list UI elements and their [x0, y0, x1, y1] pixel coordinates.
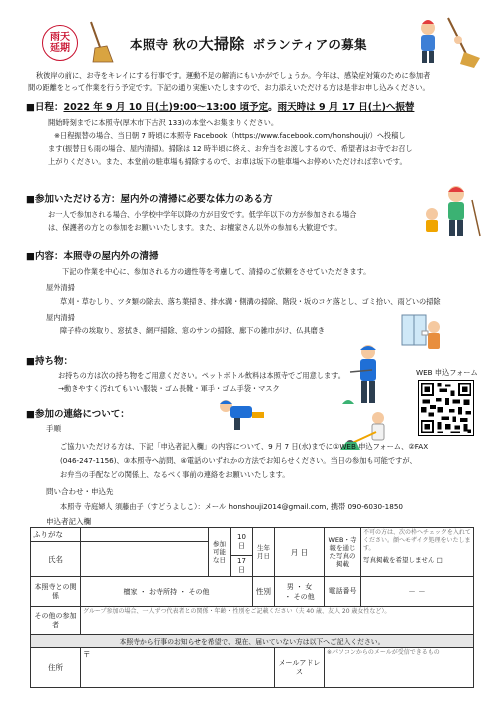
photo-check[interactable]: 写真掲載を希望しません □	[363, 556, 443, 564]
indoor-heading: 屋内清掃	[46, 313, 75, 322]
attend-label: 参加可能な日	[209, 528, 231, 577]
web-form-label: WEB 申込フォーム	[416, 368, 478, 377]
attend-day-2[interactable]: 17 日	[231, 556, 253, 577]
address-input[interactable]	[81, 648, 275, 688]
contact-line-2: (046-247-1156)、③本照寺へ訪問、④電話のいずれかの方法でお知らせください。当日の参加も可能ですが、	[60, 456, 417, 465]
eligibility-heading: ■参加いただける方：屋内外の清掃に必要な体力のある方	[26, 194, 273, 205]
window-wiping-illustration	[400, 313, 446, 357]
relation-label: 本照寺との関係	[31, 577, 81, 607]
phone-label: 電話番号	[325, 577, 361, 607]
address-label: 住所	[31, 648, 81, 688]
cleaning-person-illustration	[212, 394, 272, 434]
sex-label: 性別	[253, 577, 275, 607]
date-line-4: 上がりください。また、本堂前の駐車場も掃除するので、お車は坂下の駐車場へお停めいただければ幸いです。	[48, 157, 407, 166]
mail-note: ※パソコンからのメールが受信できるもの	[327, 649, 440, 656]
photo-cell[interactable]	[361, 528, 474, 577]
others-note: グループ参加の場合、一人ずつ代表者との関係・年齢・性別をご記載ください（夫 40 歳、友人 20 歳女性など）。	[83, 608, 391, 615]
date-line-3: ます(振替日も雨の場合、屋内清掃)。掃除は 12 時半頃に終え、お弁当をお渡しするので、希望者はお寺でお召し	[48, 144, 413, 153]
application-form	[30, 527, 474, 688]
page-title	[130, 33, 367, 54]
web-photo-label: WEB・寺報を通じた写真の掲載	[325, 528, 361, 577]
form-heading: 申込者記入欄	[46, 517, 91, 526]
broom-illustration	[85, 20, 117, 64]
date-line-2: ※日程振替の場合、当日朝 7 時頃に本照寺 Facebook（https://www.facebook.com/honshouji/）へ投稿し	[54, 131, 406, 140]
items-heading: ■持ち物：	[26, 356, 73, 367]
postal-mark: 〒	[83, 650, 91, 659]
contact-line-3: お弁当の手配などの関係上、なるべく事前の連絡をお願いいたします。	[60, 470, 290, 479]
outdoor-heading: 屋外清掃	[46, 283, 75, 292]
attend-day-1[interactable]: 10 日	[231, 528, 253, 556]
indoor-tasks: 障子枠の埃取り、窓拭き、網戸掃除、窓のサンの掃除、廊下の雑巾がけ、仏具磨き	[60, 326, 326, 335]
title-emph: 大掃除	[198, 35, 245, 53]
sex-value-1: 男 ・ 女	[286, 582, 313, 591]
mail-input[interactable]	[325, 648, 474, 688]
items-line-2: →動きやすく汚れてもいい服装・ゴム長靴・軍手・ゴム手袋・マスク	[58, 384, 280, 393]
intro-line-1: 秋彼岸の前に、お寺をキレイにする行事です。運動不足の解消にもいかがでしょうか。今年は、感染症対策のために参加者	[36, 71, 431, 80]
contact-line-1: ご協力いただける方は、下記「申込者記入欄」の内容について、9 月 7 日(水)までに①WEB 申込フォーム、②FAX	[60, 442, 429, 451]
stamp-line-1: 雨天	[50, 32, 70, 43]
date-heading	[26, 101, 414, 114]
birth-value[interactable]: 月 日	[275, 528, 325, 577]
contact-heading: ■参加の連絡について：	[26, 409, 130, 420]
phone-value[interactable]: － －	[361, 577, 474, 607]
stamp-line-2: 延期	[50, 43, 70, 54]
eligibility-line-1: お一人で参加される場合、小学校中学年以降の方が目安です。低学年以下の方が参加される場合	[48, 210, 357, 219]
name-label: 氏名	[31, 542, 81, 577]
intro-line-2: 間の距離をとって作業を行う予定です。下記の通り実施いたしますので、お力添えいただける方は是非お申し込みください。	[28, 83, 430, 92]
rain-postpone-stamp	[42, 25, 78, 61]
birth-label: 生年月日	[253, 528, 275, 577]
title-suffix: ボランティアの募集	[252, 37, 367, 52]
name-input[interactable]	[81, 542, 209, 577]
notice-row: 本照寺から行事のお知らせを希望で、現在、届いていない方は以下へご記入ください。	[31, 635, 474, 648]
outdoor-tasks: 草刈・草むしり、ツタ類の除去、落ち葉掃き、排水溝・側溝の掃除、階段・坂のコケ落とし、ゴミ拾い、雨どいの掃除	[60, 297, 441, 306]
weeding-worker-illustration	[338, 342, 396, 412]
inquiry-heading: 問い合わせ・申込先	[46, 487, 114, 496]
inquiry-line: 本照寺 寺庭婦人 須藤由子（すどうよしこ）：メール honshouji2014@gmail.com, 携帯 090-6030-1850	[60, 502, 403, 511]
procedure-heading: 手順	[46, 424, 61, 433]
date-main: 2022 年 9 月 10 日(土)9:00～13:00 頃予定	[63, 102, 269, 113]
others-input[interactable]	[81, 607, 474, 635]
photo-note: 不可の方は、次の枠へチェックを入れてください。顔へモザイク処理をいたします。	[363, 529, 471, 552]
items-line-1: お持ちの方は次の持ち物をご用意ください。ペットボトル飲料は本照寺でご用意します。	[58, 371, 345, 380]
content-heading: ■内容：本照寺の屋内外の清掃	[26, 251, 159, 262]
cleaning-kids-illustration	[408, 12, 486, 68]
content-intro: 下記の作業を中心に、参加される方の適性等を考慮して、清掃のご依頼をさせていただきます。	[62, 267, 371, 276]
date-rain: 雨天時は 9 月 17 日(土)へ振替	[277, 102, 415, 113]
eligibility-line-2: は、保護者の方との参加をお願いいたします。また、お檀家さん以外の参加も大歓迎です。	[48, 223, 342, 232]
others-label: その他の参加者	[31, 607, 81, 635]
furigana-label: ふりがな	[31, 528, 81, 542]
sex-value-2: ・ その他	[284, 592, 315, 601]
title-prefix: 本照寺 秋の	[130, 37, 199, 52]
sex-value[interactable]	[275, 577, 325, 607]
date-sep: 。	[268, 102, 278, 113]
web-form-qr-code[interactable]	[418, 380, 474, 436]
mail-label: メールアドレス	[275, 648, 325, 688]
furigana-input[interactable]	[81, 528, 209, 542]
date-line-1: 開始時刻までに本照寺(厚木市下古沢 133)の本堂へお集まりください。	[48, 118, 279, 127]
family-cleaning-illustration	[416, 180, 484, 242]
relation-value[interactable]: 檀家 ・ お寺所持 ・ その他	[81, 577, 253, 607]
date-head-label: ■日程：	[26, 102, 64, 113]
